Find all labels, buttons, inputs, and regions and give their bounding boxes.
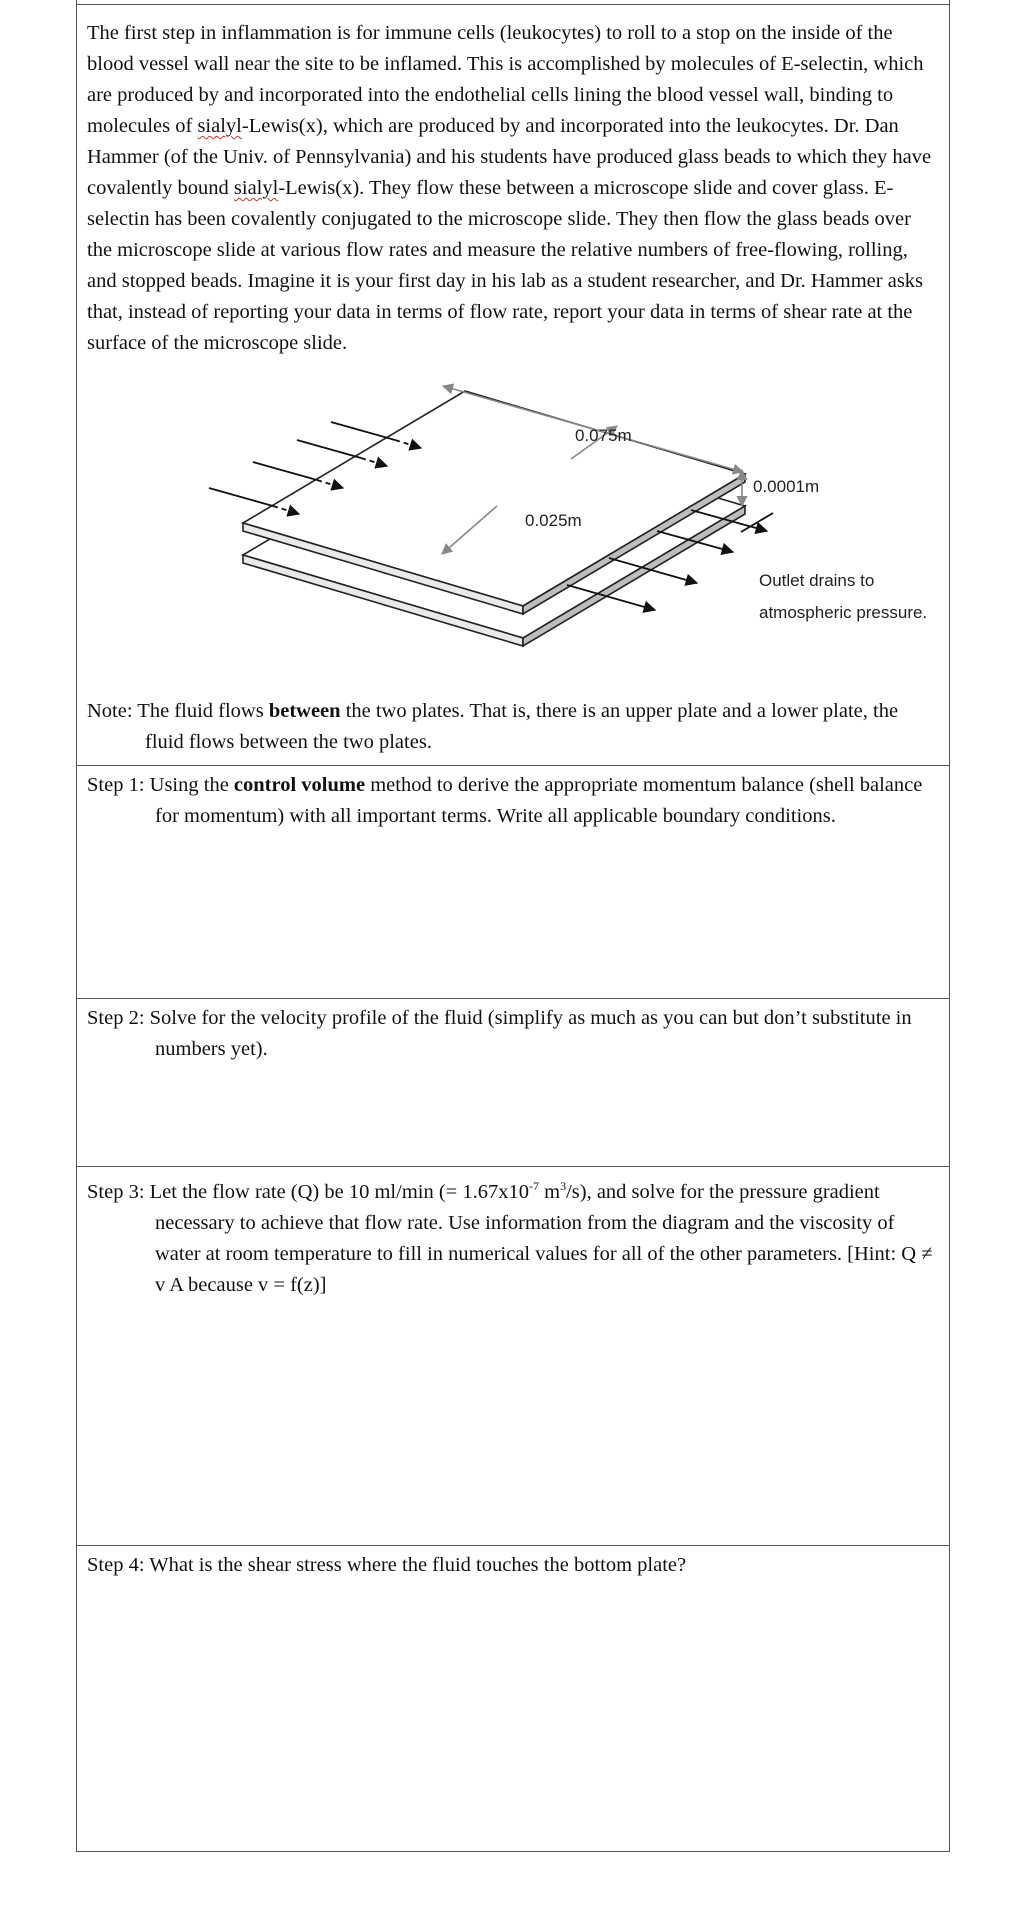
intro-paragraph: The first step in inflammation is for immune cells (leukocytes) to roll to a stop on the inside of the blood vessel wall near the site to be inflamed. This is accomplished by molecules of E-selectin, which are produced by and incorporated into the endothelial cells lining the blood vessel wall, binding to molecules of sialyl-Lewis(x), which are produced by and incorporated into the leukocytes. Dr. Dan Hammer (of the Univ. of Pennsylvania) and his students have produced glass beads to which they have covalently bound sialyl-Lewis(x). They flow these between a microscope slide and cover glass. E-selectin has been covalently conjugated to the microscope slide. They then flow the glass beads over the microscope slide at various flow rates and measure the relative numbers of free-flowing, rolling, and stopped beads. Imagine it is your first day in his lab as a student researcher, and Dr. Hammer asks that, instead of reporting your data in terms of flow rate, report your data in terms of shear rate at the surface of the microscope slide.	[87, 22, 932, 354]
step2-section	[77, 999, 949, 1167]
outlet-label-line2: atmospheric pressure.	[759, 603, 928, 622]
step3-section	[77, 1167, 949, 1546]
parallel-plate-diagram	[77, 380, 951, 650]
outlet-label-line1: Outlet drains to	[759, 571, 875, 590]
length-label: 0.075m	[575, 426, 632, 445]
width-label: 0.025m	[525, 511, 582, 530]
note-section	[77, 690, 949, 766]
worksheet	[76, 0, 950, 1852]
step4-section	[77, 1546, 949, 1581]
misspelling-sialyl: sialyl	[233, 177, 279, 199]
step1-text: Step 1: Using the control volume method to derive the appropriate momentum balance (shell balance for momentum) with all important terms. Write all applicable boundary conditions.	[87, 774, 923, 827]
step1-section	[77, 766, 949, 999]
top-rule	[77, 4, 949, 5]
step4-text: Step 4: What is the shear stress where the fluid touches the bottom plate?	[87, 1554, 687, 1576]
step2-text: Step 2: Solve for the velocity profile of the fluid (simplify as much as you can but don’t substitute in numbers yet).	[87, 1007, 912, 1060]
gap-label: 0.0001m	[753, 477, 820, 496]
misspelling-sialyl: sialyl	[197, 115, 242, 137]
step3-text: Step 3: Let the flow rate (Q) be 10 ml/min (= $1.67x10^{-7}$ $m^3/s$), and solve for the pressure gradient necessary to achieve that flow rate. Use information from the diagram and the viscosity of water at room temperature to fill in numerical values for all of the other parameters. [Hint: Q ≠ v A because v = f(z)]	[87, 1179, 933, 1296]
intro-section	[77, 18, 949, 359]
note-text: Note: The fluid flows between the two plates. That is, there is an upper plate and a lower plate, the fluid flows between the two plates.	[87, 700, 899, 753]
